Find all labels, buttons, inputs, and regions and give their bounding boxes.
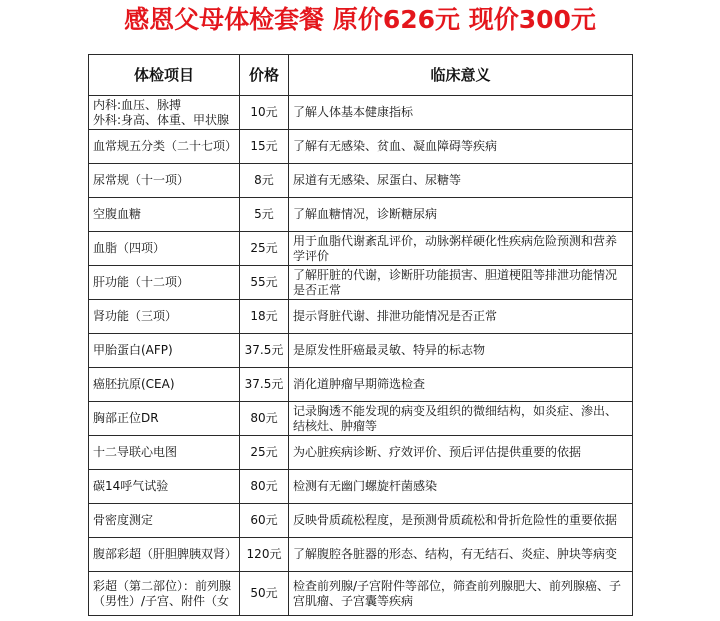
price-cell: 8元 [240, 164, 289, 198]
header-item: 体检项目 [89, 55, 240, 96]
meaning-cell: 了解肝脏的代谢，诊断肝功能损害、胆道梗阻等排泄功能情况是否正常 [289, 266, 633, 300]
item-cell [89, 368, 240, 402]
meaning-cell: 尿道有无感染、尿蛋白、尿糖等 [289, 164, 633, 198]
item-label: 血常规五分类（二十七项） [93, 139, 238, 153]
meaning-cell: 了解血糖情况，诊断糖尿病 [289, 198, 633, 232]
table-row [89, 504, 633, 538]
item-cell [89, 232, 240, 266]
item-cell [89, 198, 240, 232]
header-meaning: 临床意义 [289, 55, 633, 96]
table-row [89, 402, 633, 436]
item-label: 肾功能（三项） [93, 309, 178, 323]
price-cell: 5元 [240, 198, 289, 232]
table-header-row [89, 55, 633, 96]
item-cell [89, 436, 240, 470]
item-cell [89, 300, 240, 334]
header-price: 价格 [240, 55, 289, 96]
meaning-cell: 记录胸透不能发现的病变及组织的微细结构，如炎症、渗出、结核灶、肿瘤等 [289, 402, 633, 436]
table-row [89, 198, 633, 232]
item-cell [89, 164, 240, 198]
meaning-cell: 用于血脂代谢紊乱评价，动脉粥样硬化性疾病危险预测和营养学评价 [289, 232, 633, 266]
price-cell: 80元 [240, 470, 289, 504]
table-row [89, 436, 633, 470]
price-cell: 120元 [240, 538, 289, 572]
table-row [89, 538, 633, 572]
price-cell: 80元 [240, 402, 289, 436]
item-label: 骨密度测定 [93, 513, 154, 527]
price-cell: 50元 [240, 572, 289, 616]
price-cell: 37.5元 [240, 334, 289, 368]
table-row [89, 266, 633, 300]
table-row [89, 572, 633, 616]
item-label: 十二导联心电图 [93, 445, 178, 459]
price-cell: 60元 [240, 504, 289, 538]
meaning-cell: 检查前列腺/子宫附件等部位，筛查前列腺肥大、前列腺癌、子宫肌瘤、子宫囊等疾病 [289, 572, 633, 616]
price-cell: 15元 [240, 130, 289, 164]
price-cell: 18元 [240, 300, 289, 334]
price-cell: 10元 [240, 96, 289, 130]
table-row [89, 368, 633, 402]
item-label: 血脂（四项） [93, 241, 166, 255]
item-label: 胸部正位DR [93, 411, 159, 425]
meaning-cell: 消化道肿瘤早期筛选检查 [289, 368, 633, 402]
item-label: 尿常规（十一项） [93, 173, 190, 187]
meaning-cell: 提示肾脏代谢、排泄功能情况是否正常 [289, 300, 633, 334]
price-cell: 25元 [240, 232, 289, 266]
item-label: 腹部彩超（肝胆脾胰双肾） [93, 547, 238, 561]
meaning-cell: 了解有无感染、贫血、凝血障碍等疾病 [289, 130, 633, 164]
meaning-cell: 了解人体基本健康指标 [289, 96, 633, 130]
table-row [89, 300, 633, 334]
item-cell [89, 402, 240, 436]
meaning-cell: 是原发性肝癌最灵敏、特异的标志物 [289, 334, 633, 368]
item-cell [89, 266, 240, 300]
item-cell [89, 504, 240, 538]
item-label: 肝功能（十二项） [93, 275, 190, 289]
table-row [89, 334, 633, 368]
item-cell [89, 334, 240, 368]
price-cell: 37.5元 [240, 368, 289, 402]
meaning-cell: 为心脏疾病诊断、疗效评价、预后评估提供重要的依据 [289, 436, 633, 470]
item-label: 碳14呼气试验 [93, 479, 169, 493]
table-row [89, 96, 633, 130]
price-cell: 55元 [240, 266, 289, 300]
item-label: 彩超（第二部位）：前列腺（男性）/子宫、附件（女 [93, 578, 232, 608]
checkup-table [88, 54, 633, 616]
item-label: 内科:血压、脉搏 外科:身高、体重、甲状腺 [93, 97, 230, 127]
item-cell [89, 538, 240, 572]
table-row [89, 164, 633, 198]
item-cell [89, 130, 240, 164]
table-row [89, 470, 633, 504]
item-label: 甲胎蛋白(AFP) [93, 343, 173, 357]
meaning-cell: 反映骨质疏松程度，是预测骨质疏松和骨折危险性的重要依据 [289, 504, 633, 538]
item-label: 空腹血糖 [93, 207, 142, 221]
item-label: 癌胚抗原(CEA) [93, 377, 175, 391]
page-title: 感恩父母体检套餐 原价626元 现价300元 [124, 5, 596, 34]
table-row [89, 232, 633, 266]
price-cell: 25元 [240, 436, 289, 470]
table-row [89, 130, 633, 164]
meaning-cell: 了解腹腔各脏器的形态、结构，有无结石、炎症、肿块等病变 [289, 538, 633, 572]
item-cell [89, 470, 240, 504]
item-cell [89, 572, 240, 616]
item-cell [89, 96, 240, 130]
meaning-cell: 检测有无幽门螺旋杆菌感染 [289, 470, 633, 504]
